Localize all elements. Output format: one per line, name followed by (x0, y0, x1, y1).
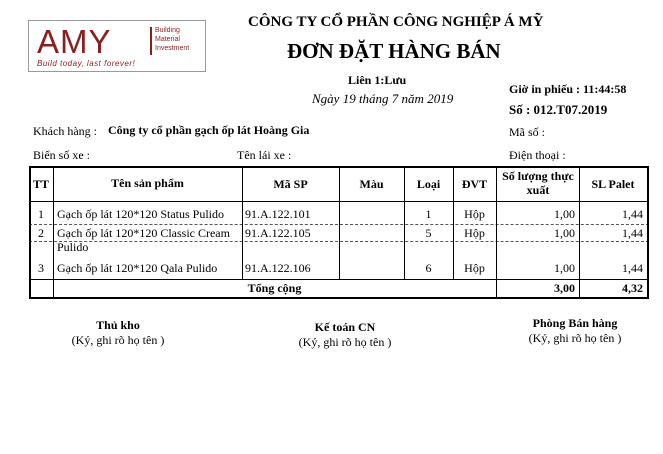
logo-side-text (155, 26, 189, 53)
row-2-code: 91.A.122.105 (245, 226, 311, 240)
header-qty: Số lượng thực xuất (502, 169, 574, 197)
row-2-pallet: 1,44 (622, 226, 643, 240)
header-tt: TT (32, 177, 49, 191)
logo-side-line: Investment (155, 45, 190, 52)
header-unit: ĐVT (461, 177, 488, 191)
table-border (29, 297, 649, 299)
table-border (647, 166, 649, 299)
print-time: Giờ in phiếu : 11:44:58 (509, 82, 627, 96)
logo-side-line: Material (155, 36, 180, 43)
logo-tagline: Build today, last forever! (37, 59, 136, 68)
document-date: Ngày 19 tháng 7 năm 2019 (312, 91, 454, 106)
row-3-qty: 1,00 (554, 261, 575, 275)
signature-sales (505, 316, 645, 346)
row-1-tt: 1 (38, 207, 44, 221)
header-code: Mã SP (273, 177, 308, 191)
row-1-type: 1 (425, 207, 432, 221)
header-product: Tên sản phẩm (111, 176, 184, 190)
copy-label: Liên 1:Lưu (348, 73, 407, 87)
row-2-type: 5 (425, 226, 432, 240)
driver-label: Tên lái xe : (237, 148, 292, 162)
signature-title: Kế toán CN (314, 320, 376, 334)
row-1-qty: 1,00 (554, 207, 575, 221)
customer-label: Khách hàng : (33, 124, 97, 138)
header-color: Màu (359, 177, 384, 191)
total-qty: 3,00 (554, 281, 575, 295)
customer-code-label: Mã số : (509, 125, 545, 139)
row-3-pallet: 1,44 (622, 261, 643, 275)
customer-value: Công ty cổ phần gạch ốp lát Hoàng Gia (108, 123, 310, 137)
row-2-product: Gạch ốp lát 120*120 Classic Cream (57, 226, 230, 240)
company-name: CÔNG TY CỔ PHẦN CÔNG NGHIỆP Á MỸ (248, 14, 544, 30)
row-3-unit: Hộp (464, 261, 485, 275)
total-label: Tổng cộng (247, 281, 302, 295)
total-divider (29, 279, 649, 280)
row-3-tt: 3 (38, 261, 44, 275)
row-2-qty: 1,00 (554, 226, 575, 240)
order-table (29, 166, 649, 299)
signature-title: Thủ kho (96, 318, 140, 332)
signature-title: Phòng Bán hàng (532, 316, 618, 330)
row-3-product: Gạch ốp lát 120*120 Qala Pulido (57, 261, 218, 275)
logo-divider (150, 27, 152, 55)
signature-warehouse (48, 318, 188, 348)
phone-label: Điện thoại : (509, 148, 566, 162)
signature-note: (Ký, ghi rõ họ tên ) (528, 331, 622, 345)
plate-label: Biển số xe : (33, 148, 90, 162)
logo-brand: AMY (37, 23, 112, 60)
total-pallet: 4,32 (622, 281, 643, 295)
signature-accountant (275, 320, 415, 350)
signature-note: (Ký, ghi rõ họ tên ) (298, 335, 392, 349)
row-1-code: 91.A.122.101 (245, 207, 311, 221)
row-1-pallet: 1,44 (622, 207, 643, 221)
row-2-tt: 2 (38, 226, 44, 240)
row-2-unit: Hộp (464, 226, 485, 240)
document-title: ĐƠN ĐẶT HÀNG BÁN (287, 39, 501, 63)
row-1-product: Gạch ốp lát 120*120 Status Pulido (57, 207, 224, 221)
signature-note: (Ký, ghi rõ họ tên ) (71, 333, 165, 347)
header-pallet: SL Palet (591, 177, 635, 191)
row-2-product-cont: Pulido (57, 240, 89, 254)
row-3-code: 91.A.122.106 (245, 261, 311, 275)
company-logo (28, 20, 206, 72)
header-type: Loại (416, 177, 441, 191)
logo-side-line: Building (155, 27, 180, 34)
row-1-unit: Hộp (464, 207, 485, 221)
row-3-type: 6 (425, 261, 432, 275)
document-number: Số : 012.T07.2019 (509, 102, 608, 117)
